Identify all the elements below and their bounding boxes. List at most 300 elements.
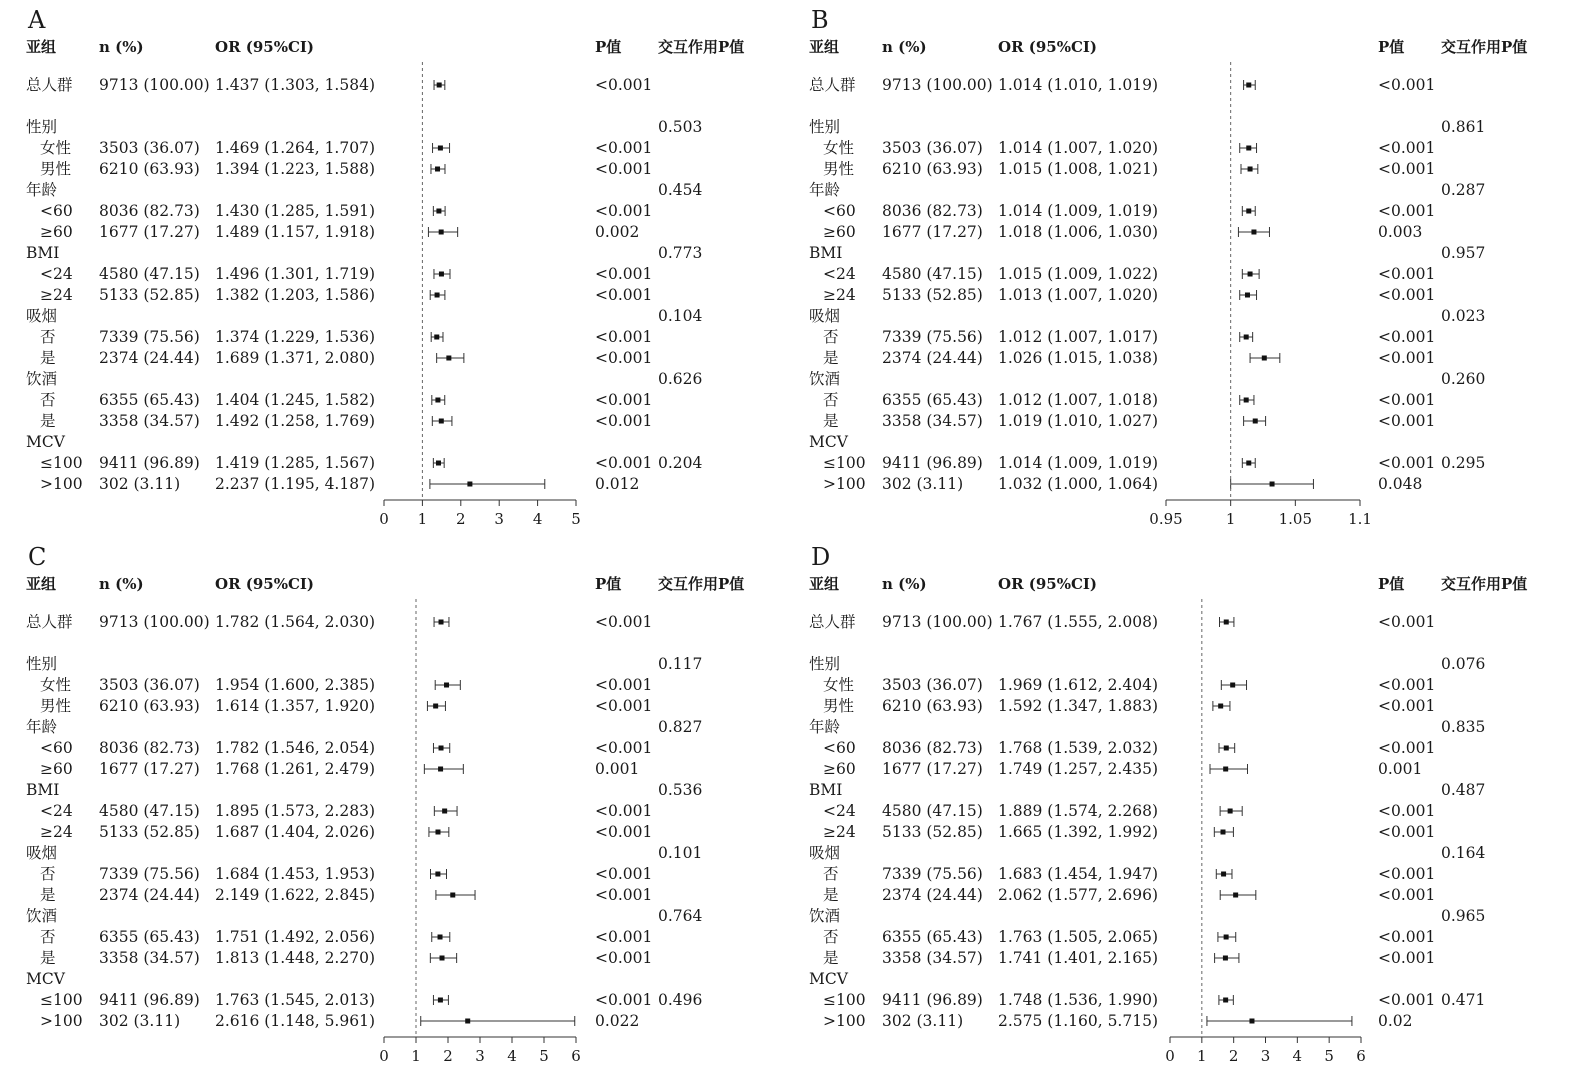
point-estimate [467, 482, 472, 487]
point-estimate [450, 893, 455, 898]
or-ci-value: 1.015 (1.008, 1.021) [998, 160, 1158, 178]
subgroup-label: 女性 [823, 676, 855, 694]
or-ci-value: 1.763 (1.545, 2.013) [215, 991, 375, 1009]
p-value: 0.048 [1378, 475, 1423, 493]
point-estimate [435, 872, 440, 877]
n-value: 4580 (47.15) [99, 265, 200, 283]
n-value: 302 (3.11) [99, 475, 181, 493]
n-value: 3503 (36.07) [882, 139, 983, 157]
interaction-p-value: 0.204 [658, 454, 703, 472]
or-ci-value: 1.592 (1.347, 1.883) [998, 697, 1158, 715]
interaction-p-value: 0.835 [1441, 718, 1486, 736]
subgroup-label: 年龄 [809, 181, 841, 199]
p-header: P值 [595, 575, 622, 593]
p-value: 0.012 [595, 475, 640, 493]
x-tick-label: 1 [1225, 510, 1236, 528]
n-value: 7339 (75.56) [99, 328, 200, 346]
n-value: 9411 (96.89) [99, 454, 200, 472]
x-tick-label: 4 [532, 510, 543, 528]
p-value: <0.001 [595, 391, 653, 409]
n-value: 5133 (52.85) [99, 286, 200, 304]
x-tick-label: 3 [494, 510, 504, 528]
or-ci-value: 1.419 (1.285, 1.567) [215, 454, 375, 472]
point-estimate [1221, 872, 1226, 877]
n-value: 1677 (17.27) [882, 760, 983, 778]
point-estimate [440, 956, 445, 961]
p-value: <0.001 [1378, 286, 1436, 304]
p-value: <0.001 [595, 613, 653, 631]
subgroup-label: 饮酒 [809, 370, 841, 388]
subgroup-label: 男性 [40, 160, 72, 178]
point-estimate [438, 146, 443, 151]
p-value: <0.001 [1378, 202, 1436, 220]
point-estimate [439, 230, 444, 235]
subgroup-label: 性别 [809, 118, 841, 136]
subgroup-label: 男性 [40, 697, 72, 715]
point-estimate [438, 767, 443, 772]
n-value: 3358 (34.57) [99, 412, 200, 430]
forest-panel-d [809, 543, 1527, 1065]
subgroup-label: ≥24 [40, 286, 73, 304]
point-estimate [435, 398, 440, 403]
or-ci-value: 1.026 (1.015, 1.038) [998, 349, 1158, 367]
x-tick-label: 4 [507, 1047, 517, 1065]
subgroup-label: 年龄 [26, 181, 58, 199]
n-value: 2374 (24.44) [99, 886, 200, 904]
subgroup-label: ≥24 [823, 286, 856, 304]
p-value: <0.001 [1378, 739, 1436, 757]
subgroup-label: <24 [823, 802, 856, 820]
point-estimate [439, 419, 444, 424]
subgroup-label: 否 [823, 391, 839, 409]
p-value: 0.02 [1378, 1012, 1413, 1030]
point-estimate [1233, 893, 1238, 898]
p-value: <0.001 [595, 739, 653, 757]
subgroup-label: 年龄 [809, 718, 841, 736]
p-value: <0.001 [1378, 391, 1436, 409]
subgroup-label: 是 [40, 412, 56, 430]
p-value: <0.001 [595, 265, 653, 283]
point-estimate [1224, 746, 1229, 751]
n-value: 9411 (96.89) [882, 454, 983, 472]
n-value: 9713 (100.00) [99, 613, 210, 631]
n-value: 3503 (36.07) [882, 676, 983, 694]
n-value: 3503 (36.07) [99, 139, 200, 157]
x-tick-label: 0 [379, 1047, 389, 1065]
subgroup-label: ≥24 [823, 823, 856, 841]
p-value: <0.001 [595, 802, 653, 820]
or-ci-value: 1.749 (1.257, 2.435) [998, 760, 1158, 778]
p-value: <0.001 [1378, 76, 1436, 94]
n-value: 3358 (34.57) [882, 949, 983, 967]
forest-panel-c [26, 543, 744, 1065]
subgroup-label: BMI [809, 781, 843, 799]
subgroup-label: 吸烟 [809, 307, 841, 325]
subgroup-label: 吸烟 [26, 844, 58, 862]
point-estimate [438, 935, 443, 940]
n-value: 8036 (82.73) [882, 739, 983, 757]
n-value: 4580 (47.15) [99, 802, 200, 820]
subgroup-label: BMI [26, 244, 60, 262]
n-value: 1677 (17.27) [99, 760, 200, 778]
or-ci-value: 1.496 (1.301, 1.719) [215, 265, 375, 283]
point-estimate [1246, 209, 1251, 214]
subgroup-label: 饮酒 [809, 907, 841, 925]
n-value: 3503 (36.07) [99, 676, 200, 694]
point-estimate [1230, 683, 1235, 688]
subgroup-label: 是 [40, 886, 56, 904]
interaction-p-value: 0.496 [658, 991, 703, 1009]
x-tick-label: 1 [1197, 1047, 1207, 1065]
subgroup-label: MCV [809, 433, 848, 451]
subgroup-label: 否 [40, 391, 56, 409]
or-ci-value: 1.404 (1.245, 1.582) [215, 391, 375, 409]
interaction-p-value: 0.471 [1441, 991, 1486, 1009]
or-ci-value: 1.012 (1.007, 1.017) [998, 328, 1158, 346]
or-ci-value: 1.014 (1.010, 1.019) [998, 76, 1158, 94]
n-value: 2374 (24.44) [882, 886, 983, 904]
n-value: 7339 (75.56) [99, 865, 200, 883]
x-tick-label: 5 [571, 510, 581, 528]
or-ci-value: 1.492 (1.258, 1.769) [215, 412, 375, 430]
or-ci-value: 1.954 (1.600, 2.385) [215, 676, 375, 694]
x-tick-label: 0.95 [1149, 510, 1183, 528]
n-value: 6210 (63.93) [882, 160, 983, 178]
x-tick-label: 3 [1260, 1047, 1271, 1065]
or-ci-value: 1.768 (1.539, 2.032) [998, 739, 1158, 757]
point-estimate [1249, 1019, 1254, 1024]
p-value: <0.001 [595, 949, 653, 967]
subgroup-label: <60 [40, 739, 73, 757]
or-ci-value: 1.469 (1.264, 1.707) [215, 139, 375, 157]
x-tick-label: 3 [475, 1047, 485, 1065]
subgroup-label: 是 [823, 949, 839, 967]
or-header: OR (95%CI) [998, 575, 1098, 593]
subgroup-label: ≤100 [40, 991, 83, 1009]
p-value: <0.001 [595, 697, 653, 715]
n-value: 302 (3.11) [882, 1012, 964, 1030]
or-ci-value: 1.782 (1.546, 2.054) [215, 739, 375, 757]
point-estimate [434, 335, 439, 340]
interaction-p-value: 0.827 [658, 718, 703, 736]
interaction-p-header: 交互作用P值 [1441, 575, 1528, 593]
x-tick-label: 0 [1165, 1047, 1175, 1065]
n-value: 8036 (82.73) [99, 739, 200, 757]
or-ci-value: 2.149 (1.622, 2.845) [215, 886, 375, 904]
p-value: <0.001 [1378, 928, 1436, 946]
subgroup-label: 女性 [40, 139, 72, 157]
subgroup-label: <24 [40, 802, 73, 820]
p-value: <0.001 [595, 676, 653, 694]
panel-letter: B [811, 6, 829, 34]
p-value: <0.001 [595, 202, 653, 220]
n-value: 2374 (24.44) [99, 349, 200, 367]
or-ci-value: 1.394 (1.223, 1.588) [215, 160, 375, 178]
subgroup-label: 总人群 [809, 613, 856, 631]
or-ci-value: 1.015 (1.009, 1.022) [998, 265, 1158, 283]
subgroup-label: >100 [40, 475, 83, 493]
point-estimate [1248, 272, 1253, 277]
subgroup-label: ≥60 [823, 760, 856, 778]
or-ci-value: 1.748 (1.536, 1.990) [998, 991, 1158, 1009]
point-estimate [439, 620, 444, 625]
x-tick-label: 6 [571, 1047, 581, 1065]
p-value: 0.001 [595, 760, 640, 778]
subgroup-label: 吸烟 [809, 844, 841, 862]
n-value: 3358 (34.57) [882, 412, 983, 430]
x-tick-label: 2 [443, 1047, 453, 1065]
interaction-p-value: 0.260 [1441, 370, 1486, 388]
p-value: <0.001 [1378, 139, 1436, 157]
subgroup-label: 是 [823, 349, 839, 367]
forest-panel-b [809, 6, 1527, 528]
x-tick-label: 1.05 [1278, 510, 1313, 528]
p-header: P值 [1378, 38, 1405, 56]
point-estimate [1262, 356, 1267, 361]
subgroup-label: 总人群 [26, 76, 73, 94]
or-ci-value: 1.032 (1.000, 1.064) [998, 475, 1158, 493]
n-value: 2374 (24.44) [882, 349, 983, 367]
n-value: 6210 (63.93) [882, 697, 983, 715]
subgroup-label: 否 [40, 865, 56, 883]
or-ci-value: 1.741 (1.401, 2.165) [998, 949, 1158, 967]
n-value: 6355 (65.43) [882, 391, 983, 409]
point-estimate [435, 830, 440, 835]
or-ci-value: 1.684 (1.453, 1.953) [215, 865, 375, 883]
point-estimate [436, 209, 441, 214]
p-value: <0.001 [1378, 865, 1436, 883]
subgroup-label: ≥60 [40, 760, 73, 778]
or-ci-value: 1.489 (1.157, 1.918) [215, 223, 375, 241]
subgroup-label: 饮酒 [26, 907, 58, 925]
or-ci-value: 1.019 (1.010, 1.027) [998, 412, 1158, 430]
x-tick-label: 5 [539, 1047, 549, 1065]
p-value: <0.001 [595, 160, 653, 178]
p-value: <0.001 [1378, 823, 1436, 841]
x-tick-label: 4 [1292, 1047, 1303, 1065]
subgroup-label: 饮酒 [26, 370, 58, 388]
subgroup-label: 是 [823, 886, 839, 904]
panel-letter: D [811, 543, 831, 571]
point-estimate [435, 293, 440, 298]
n-value: 3358 (34.57) [99, 949, 200, 967]
p-value: <0.001 [1378, 454, 1436, 472]
p-value: <0.001 [595, 286, 653, 304]
n-header: n (%) [882, 38, 927, 56]
subgroup-label: 是 [40, 349, 56, 367]
p-value: <0.001 [1378, 949, 1436, 967]
point-estimate [1228, 809, 1233, 814]
or-ci-value: 1.768 (1.261, 2.479) [215, 760, 375, 778]
point-estimate [1224, 935, 1229, 940]
p-header: P值 [1378, 575, 1405, 593]
point-estimate [1223, 998, 1228, 1003]
n-value: 4580 (47.15) [882, 802, 983, 820]
point-estimate [1246, 83, 1251, 88]
subgroup-label: MCV [809, 970, 848, 988]
subgroup-label: 男性 [823, 697, 855, 715]
p-value: <0.001 [595, 886, 653, 904]
point-estimate [439, 746, 444, 751]
p-value: 0.022 [595, 1012, 640, 1030]
or-header: OR (95%CI) [215, 575, 315, 593]
p-value: <0.001 [1378, 676, 1436, 694]
subgroup-label: 否 [823, 928, 839, 946]
or-ci-value: 1.013 (1.007, 1.020) [998, 286, 1158, 304]
p-value: 0.001 [1378, 760, 1423, 778]
subgroup-label: ≥60 [40, 223, 73, 241]
n-header: n (%) [99, 575, 144, 593]
point-estimate [1223, 956, 1228, 961]
p-value: 0.002 [595, 223, 640, 241]
or-ci-value: 1.012 (1.007, 1.018) [998, 391, 1158, 409]
or-ci-value: 1.014 (1.009, 1.019) [998, 202, 1158, 220]
n-value: 1677 (17.27) [99, 223, 200, 241]
n-value: 9411 (96.89) [882, 991, 983, 1009]
p-value: <0.001 [595, 328, 653, 346]
p-value: <0.001 [1378, 328, 1436, 346]
subgroup-label: <24 [823, 265, 856, 283]
p-value: <0.001 [1378, 613, 1436, 631]
point-estimate [1221, 830, 1226, 835]
interaction-p-value: 0.287 [1441, 181, 1486, 199]
n-value: 302 (3.11) [99, 1012, 181, 1030]
subgroup-label: 性别 [26, 118, 58, 136]
subgroup-label: 吸烟 [26, 307, 58, 325]
or-ci-value: 1.782 (1.564, 2.030) [215, 613, 375, 631]
interaction-p-value: 0.957 [1441, 244, 1486, 262]
or-ci-value: 2.237 (1.195, 4.187) [215, 475, 375, 493]
subgroup-label: 年龄 [26, 718, 58, 736]
subgroup-header: 亚组 [809, 38, 840, 56]
n-value: 5133 (52.85) [882, 286, 983, 304]
p-value: <0.001 [1378, 697, 1436, 715]
subgroup-label: ≥60 [823, 223, 856, 241]
or-ci-value: 1.813 (1.448, 2.270) [215, 949, 375, 967]
interaction-p-value: 0.861 [1441, 118, 1486, 136]
interaction-p-value: 0.076 [1441, 655, 1486, 673]
or-ci-value: 2.616 (1.148, 5.961) [215, 1012, 375, 1030]
or-ci-value: 1.689 (1.371, 2.080) [215, 349, 375, 367]
panel-letter: C [28, 543, 47, 571]
n-value: 6355 (65.43) [99, 391, 200, 409]
n-value: 6210 (63.93) [99, 160, 200, 178]
n-value: 9713 (100.00) [99, 76, 210, 94]
subgroup-label: 否 [40, 328, 56, 346]
point-estimate [1253, 419, 1258, 424]
or-ci-value: 1.683 (1.454, 1.947) [998, 865, 1158, 883]
p-value: <0.001 [1378, 991, 1436, 1009]
interaction-p-value: 0.487 [1441, 781, 1486, 799]
or-ci-value: 1.437 (1.303, 1.584) [215, 76, 375, 94]
panel-letter: A [28, 6, 46, 34]
subgroup-label: <60 [823, 739, 856, 757]
or-ci-value: 1.895 (1.573, 2.283) [215, 802, 375, 820]
x-tick-label: 1 [417, 510, 428, 528]
subgroup-label: <24 [40, 265, 73, 283]
n-value: 7339 (75.56) [882, 865, 983, 883]
n-value: 1677 (17.27) [882, 223, 983, 241]
subgroup-label: 性别 [26, 655, 58, 673]
interaction-p-header: 交互作用P值 [658, 38, 745, 56]
n-value: 6355 (65.43) [882, 928, 983, 946]
point-estimate [1223, 767, 1228, 772]
p-value: <0.001 [595, 823, 653, 841]
x-tick-label: 2 [456, 510, 466, 528]
interaction-p-header: 交互作用P值 [658, 575, 745, 593]
p-value: <0.001 [595, 454, 653, 472]
p-value: <0.001 [595, 928, 653, 946]
n-value: 8036 (82.73) [882, 202, 983, 220]
point-estimate [437, 83, 442, 88]
point-estimate [438, 998, 443, 1003]
point-estimate [439, 272, 444, 277]
n-value: 9411 (96.89) [99, 991, 200, 1009]
p-value: <0.001 [1378, 349, 1436, 367]
or-ci-value: 2.062 (1.577, 2.696) [998, 886, 1158, 904]
point-estimate [446, 356, 451, 361]
p-value: <0.001 [595, 349, 653, 367]
n-value: 5133 (52.85) [882, 823, 983, 841]
interaction-p-value: 0.536 [658, 781, 703, 799]
or-ci-value: 1.751 (1.492, 2.056) [215, 928, 375, 946]
subgroup-label: 女性 [823, 139, 855, 157]
p-value: <0.001 [1378, 412, 1436, 430]
p-value: <0.001 [595, 76, 653, 94]
or-header: OR (95%CI) [998, 38, 1098, 56]
point-estimate [1245, 293, 1250, 298]
point-estimate [465, 1019, 470, 1024]
p-value: <0.001 [1378, 886, 1436, 904]
n-value: 302 (3.11) [882, 475, 964, 493]
n-value: 6210 (63.93) [99, 697, 200, 715]
p-value: <0.001 [595, 865, 653, 883]
n-value: 4580 (47.15) [882, 265, 983, 283]
x-tick-label: 2 [1228, 1047, 1239, 1065]
p-value: <0.001 [1378, 802, 1436, 820]
forest-panel-a [26, 6, 744, 528]
interaction-p-value: 0.164 [1441, 844, 1486, 862]
point-estimate [435, 167, 440, 172]
or-ci-value: 1.687 (1.404, 2.026) [215, 823, 375, 841]
or-ci-value: 1.889 (1.574, 2.268) [998, 802, 1158, 820]
point-estimate [444, 683, 449, 688]
n-header: n (%) [882, 575, 927, 593]
subgroup-label: 总人群 [26, 613, 73, 631]
n-value: 9713 (100.00) [882, 613, 993, 631]
or-ci-value: 1.969 (1.612, 2.404) [998, 676, 1158, 694]
interaction-p-value: 0.454 [658, 181, 703, 199]
point-estimate [1244, 398, 1249, 403]
n-value: 5133 (52.85) [99, 823, 200, 841]
subgroup-label: ≤100 [40, 454, 83, 472]
subgroup-label: BMI [26, 781, 60, 799]
or-ci-value: 1.014 (1.009, 1.019) [998, 454, 1158, 472]
subgroup-label: 女性 [40, 676, 72, 694]
interaction-p-value: 0.764 [658, 907, 703, 925]
point-estimate [436, 461, 441, 466]
interaction-p-value: 0.503 [658, 118, 703, 136]
point-estimate [1244, 335, 1249, 340]
p-value: <0.001 [595, 412, 653, 430]
or-ci-value: 1.763 (1.505, 2.065) [998, 928, 1158, 946]
p-value: 0.003 [1378, 223, 1423, 241]
or-header: OR (95%CI) [215, 38, 315, 56]
point-estimate [1248, 167, 1253, 172]
point-estimate [1246, 461, 1251, 466]
p-header: P值 [595, 38, 622, 56]
p-value: <0.001 [1378, 160, 1436, 178]
